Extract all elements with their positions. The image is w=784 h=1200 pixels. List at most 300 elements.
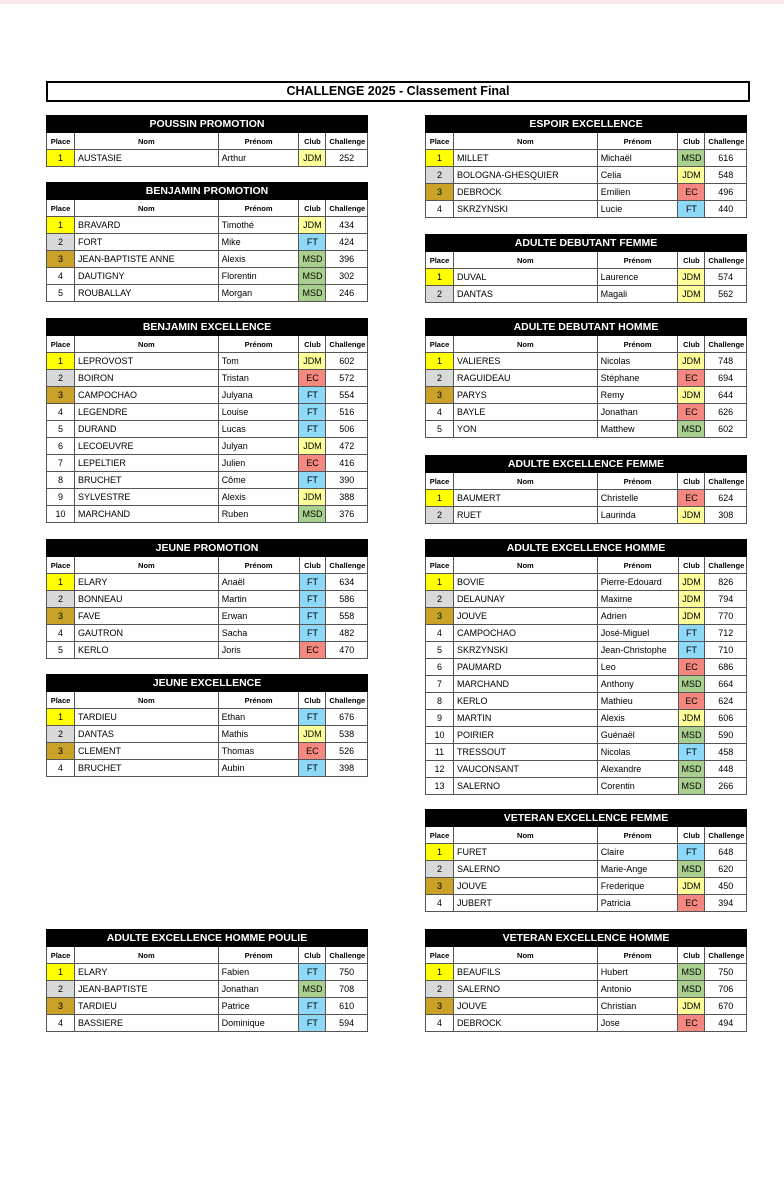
column-header-place: Place xyxy=(426,827,454,844)
prenom-cell: Magali xyxy=(597,286,678,303)
prenom-cell: Corentin xyxy=(597,778,678,795)
table-row xyxy=(426,964,747,981)
nom-cell: FURET xyxy=(454,844,598,861)
nom-cell: MILLET xyxy=(454,150,598,167)
place-cell: 3 xyxy=(47,743,75,760)
table-row xyxy=(47,964,368,981)
place-cell: 4 xyxy=(426,625,454,642)
challenge-cell: 634 xyxy=(326,574,368,591)
prenom-cell: Julyana xyxy=(218,387,299,404)
nom-cell: CLEMENT xyxy=(75,743,219,760)
place-cell: 11 xyxy=(426,744,454,761)
nom-cell: FORT xyxy=(75,234,219,251)
nom-cell: BOVIE xyxy=(454,574,598,591)
nom-cell: GAUTRON xyxy=(75,625,219,642)
prenom-cell: Alexandre xyxy=(597,761,678,778)
prenom-cell: Julyan xyxy=(218,438,299,455)
table-row xyxy=(47,998,368,1015)
place-cell: 1 xyxy=(426,490,454,507)
club-cell: MSD xyxy=(678,761,705,778)
prenom-cell: Mathieu xyxy=(597,693,678,710)
nom-cell: PARYS xyxy=(454,387,598,404)
place-cell: 2 xyxy=(426,981,454,998)
challenge-cell: 266 xyxy=(705,778,747,795)
nom-cell: MARCHAND xyxy=(454,676,598,693)
place-cell: 12 xyxy=(426,761,454,778)
challenge-cell: 494 xyxy=(705,1015,747,1032)
column-header-nom: Nom xyxy=(454,252,598,269)
nom-cell: SALERNO xyxy=(454,778,598,795)
table-row xyxy=(47,726,368,743)
nom-cell: MARTIN xyxy=(454,710,598,727)
place-cell: 2 xyxy=(47,370,75,387)
table-adulte-debutant-femme xyxy=(425,234,747,303)
prenom-cell: Nicolas xyxy=(597,353,678,370)
place-cell: 6 xyxy=(47,438,75,455)
challenge-cell: 826 xyxy=(705,574,747,591)
table-row xyxy=(426,659,747,676)
prenom-cell: Morgan xyxy=(218,285,299,302)
table-title: BENJAMIN PROMOTION xyxy=(47,183,368,200)
table-row xyxy=(426,861,747,878)
prenom-cell: Antonio xyxy=(597,981,678,998)
table-row xyxy=(426,625,747,642)
place-cell: 4 xyxy=(47,268,75,285)
table-row xyxy=(426,286,747,303)
challenge-cell: 586 xyxy=(326,591,368,608)
table-row xyxy=(47,251,368,268)
column-header-place: Place xyxy=(426,252,454,269)
column-header-row xyxy=(426,336,747,353)
column-header-nom: Nom xyxy=(454,947,598,964)
club-cell: JDM xyxy=(678,591,705,608)
club-cell: JDM xyxy=(678,167,705,184)
place-cell: 5 xyxy=(47,421,75,438)
club-cell: MSD xyxy=(678,421,705,438)
prenom-cell: Jonathan xyxy=(597,404,678,421)
place-cell: 3 xyxy=(426,878,454,895)
challenge-cell: 624 xyxy=(705,490,747,507)
club-cell: FT xyxy=(299,387,326,404)
place-cell: 4 xyxy=(426,201,454,218)
nom-cell: JOUVE xyxy=(454,608,598,625)
nom-cell: DEBROCK xyxy=(454,1015,598,1032)
club-cell: JDM xyxy=(678,269,705,286)
challenge-cell: 712 xyxy=(705,625,747,642)
nom-cell: BEAUFILS xyxy=(454,964,598,981)
place-cell: 6 xyxy=(426,659,454,676)
prenom-cell: Nicolas xyxy=(597,744,678,761)
column-header-place: Place xyxy=(426,473,454,490)
table-benjamin-excellence xyxy=(46,318,368,523)
column-header-place: Place xyxy=(47,133,75,150)
column-header-prenom: Prénom xyxy=(218,692,299,709)
column-header-club: Club xyxy=(678,336,705,353)
column-header-prenom: Prénom xyxy=(597,557,678,574)
challenge-cell: 708 xyxy=(326,981,368,998)
club-cell: MSD xyxy=(299,285,326,302)
place-cell: 2 xyxy=(426,167,454,184)
place-cell: 7 xyxy=(47,455,75,472)
prenom-cell: Louise xyxy=(218,404,299,421)
nom-cell: DEBROCK xyxy=(454,184,598,201)
column-header-nom: Nom xyxy=(75,557,219,574)
nom-cell: KERLO xyxy=(454,693,598,710)
column-header-prenom: Prénom xyxy=(218,947,299,964)
column-header-row xyxy=(426,947,747,964)
column-header-place: Place xyxy=(426,133,454,150)
club-cell: EC xyxy=(299,743,326,760)
table-row xyxy=(47,234,368,251)
club-cell: FT xyxy=(299,709,326,726)
challenge-cell: 548 xyxy=(705,167,747,184)
column-header-club: Club xyxy=(678,252,705,269)
nom-cell: SKRZYNSKI xyxy=(454,201,598,218)
table-row xyxy=(426,353,747,370)
table-row xyxy=(426,1015,747,1032)
club-cell: EC xyxy=(678,659,705,676)
prenom-cell: Alexis xyxy=(218,489,299,506)
place-cell: 10 xyxy=(426,727,454,744)
nom-cell: KERLO xyxy=(75,642,219,659)
table-row xyxy=(426,778,747,795)
column-header-row xyxy=(47,336,368,353)
challenge-cell: 616 xyxy=(705,150,747,167)
column-header-nom: Nom xyxy=(75,200,219,217)
table-row xyxy=(426,269,747,286)
club-cell: MSD xyxy=(299,506,326,523)
nom-cell: SYLVESTRE xyxy=(75,489,219,506)
column-header-prenom: Prénom xyxy=(597,473,678,490)
place-cell: 5 xyxy=(426,421,454,438)
table-adulte-excellence-homme-poulie xyxy=(46,929,368,1032)
ranking-table xyxy=(425,115,747,218)
nom-cell: ELARY xyxy=(75,574,219,591)
club-cell: JDM xyxy=(299,353,326,370)
club-cell: JDM xyxy=(299,217,326,234)
challenge-cell: 450 xyxy=(705,878,747,895)
club-cell: FT xyxy=(299,608,326,625)
column-header-prenom: Prénom xyxy=(218,200,299,217)
club-cell: FT xyxy=(678,201,705,218)
table-row xyxy=(47,760,368,777)
prenom-cell: José-Miguel xyxy=(597,625,678,642)
table-benjamin-promotion xyxy=(46,182,368,302)
column-header-nom: Nom xyxy=(454,827,598,844)
prenom-cell: Lucas xyxy=(218,421,299,438)
table-row xyxy=(47,709,368,726)
place-cell: 4 xyxy=(47,760,75,777)
prenom-cell: Patrice xyxy=(218,998,299,1015)
challenge-cell: 664 xyxy=(705,676,747,693)
club-cell: JDM xyxy=(678,998,705,1015)
nom-cell: BOIRON xyxy=(75,370,219,387)
column-header-prenom: Prénom xyxy=(218,336,299,353)
nom-cell: TARDIEU xyxy=(75,998,219,1015)
club-cell: EC xyxy=(678,370,705,387)
table-row xyxy=(426,507,747,524)
prenom-cell: Leo xyxy=(597,659,678,676)
nom-cell: DAUTIGNY xyxy=(75,268,219,285)
prenom-cell: Lucie xyxy=(597,201,678,218)
column-header-prenom: Prénom xyxy=(597,336,678,353)
place-cell: 3 xyxy=(426,387,454,404)
nom-cell: DANTAS xyxy=(75,726,219,743)
table-row xyxy=(47,625,368,642)
table-row xyxy=(47,642,368,659)
nom-cell: LEPELTIER xyxy=(75,455,219,472)
prenom-cell: Stéphane xyxy=(597,370,678,387)
prenom-cell: Tom xyxy=(218,353,299,370)
challenge-cell: 562 xyxy=(705,286,747,303)
nom-cell: SALERNO xyxy=(454,861,598,878)
column-header-challenge: Challenge xyxy=(705,827,747,844)
club-cell: JDM xyxy=(678,507,705,524)
table-title: BENJAMIN EXCELLENCE xyxy=(47,319,368,336)
column-header-prenom: Prénom xyxy=(218,133,299,150)
challenge-cell: 750 xyxy=(705,964,747,981)
place-cell: 3 xyxy=(426,608,454,625)
table-row xyxy=(426,574,747,591)
prenom-cell: Frederique xyxy=(597,878,678,895)
challenge-cell: 624 xyxy=(705,693,747,710)
column-header-club: Club xyxy=(678,947,705,964)
club-cell: FT xyxy=(299,760,326,777)
column-header-row xyxy=(47,200,368,217)
prenom-cell: Pierre-Edouard xyxy=(597,574,678,591)
prenom-cell: Anthony xyxy=(597,676,678,693)
column-header-row xyxy=(426,133,747,150)
table-title: ADULTE EXCELLENCE FEMME xyxy=(426,456,747,473)
challenge-cell: 770 xyxy=(705,608,747,625)
column-header-prenom: Prénom xyxy=(597,827,678,844)
challenge-cell: 710 xyxy=(705,642,747,659)
challenge-cell: 252 xyxy=(326,150,368,167)
place-cell: 1 xyxy=(426,353,454,370)
club-cell: FT xyxy=(299,574,326,591)
club-cell: MSD xyxy=(299,251,326,268)
challenge-cell: 554 xyxy=(326,387,368,404)
nom-cell: JOUVE xyxy=(454,878,598,895)
nom-cell: BAUMERT xyxy=(454,490,598,507)
column-header-row xyxy=(47,692,368,709)
table-row xyxy=(426,201,747,218)
challenge-cell: 424 xyxy=(326,234,368,251)
place-cell: 4 xyxy=(426,1015,454,1032)
prenom-cell: Jonathan xyxy=(218,981,299,998)
table-row xyxy=(47,455,368,472)
prenom-cell: Hubert xyxy=(597,964,678,981)
table-row xyxy=(47,387,368,404)
nom-cell: LEPROVOST xyxy=(75,353,219,370)
prenom-cell: Fabien xyxy=(218,964,299,981)
club-cell: EC xyxy=(678,693,705,710)
challenge-cell: 506 xyxy=(326,421,368,438)
column-header-row xyxy=(47,133,368,150)
challenge-cell: 572 xyxy=(326,370,368,387)
table-row xyxy=(426,150,747,167)
table-row xyxy=(426,608,747,625)
challenge-cell: 694 xyxy=(705,370,747,387)
ranking-table xyxy=(425,929,747,1032)
ranking-table xyxy=(425,318,747,438)
table-veteran-excellence-homme xyxy=(425,929,747,1032)
nom-cell: BRUCHET xyxy=(75,472,219,489)
club-cell: EC xyxy=(299,455,326,472)
place-cell: 4 xyxy=(47,1015,75,1032)
table-title: ADULTE DEBUTANT FEMME xyxy=(426,235,747,252)
prenom-cell: Emilien xyxy=(597,184,678,201)
page-title: CHALLENGE 2025 - Classement Final xyxy=(46,81,750,102)
prenom-cell: Marie-Ange xyxy=(597,861,678,878)
column-header-challenge: Challenge xyxy=(326,947,368,964)
place-cell: 13 xyxy=(426,778,454,795)
column-header-prenom: Prénom xyxy=(597,133,678,150)
table-row xyxy=(426,693,747,710)
club-cell: FT xyxy=(678,844,705,861)
table-adulte-excellence-homme xyxy=(425,539,747,795)
challenge-cell: 496 xyxy=(705,184,747,201)
club-cell: JDM xyxy=(678,387,705,404)
prenom-cell: Timothé xyxy=(218,217,299,234)
prenom-cell: Jean-Christophe xyxy=(597,642,678,659)
place-cell: 9 xyxy=(47,489,75,506)
club-cell: FT xyxy=(299,964,326,981)
nom-cell: YON xyxy=(454,421,598,438)
club-cell: JDM xyxy=(678,710,705,727)
table-row xyxy=(426,676,747,693)
nom-cell: BOLOGNA-GHESQUIER xyxy=(454,167,598,184)
column-header-challenge: Challenge xyxy=(705,473,747,490)
club-cell: JDM xyxy=(678,574,705,591)
table-row xyxy=(47,353,368,370)
prenom-cell: Maxime xyxy=(597,591,678,608)
nom-cell: LEGENDRE xyxy=(75,404,219,421)
place-cell: 1 xyxy=(426,150,454,167)
table-title: VETERAN EXCELLENCE FEMME xyxy=(426,810,747,827)
challenge-cell: 472 xyxy=(326,438,368,455)
table-row xyxy=(47,268,368,285)
column-header-place: Place xyxy=(426,557,454,574)
challenge-cell: 750 xyxy=(326,964,368,981)
prenom-cell: Laurinda xyxy=(597,507,678,524)
column-header-challenge: Challenge xyxy=(326,133,368,150)
column-header-place: Place xyxy=(47,947,75,964)
club-cell: EC xyxy=(678,184,705,201)
nom-cell: RUET xyxy=(454,507,598,524)
table-row xyxy=(47,591,368,608)
column-header-nom: Nom xyxy=(75,692,219,709)
prenom-cell: Arthur xyxy=(218,150,299,167)
nom-cell: VALIERES xyxy=(454,353,598,370)
place-cell: 2 xyxy=(426,507,454,524)
nom-cell: DURAND xyxy=(75,421,219,438)
nom-cell: CAMPOCHAO xyxy=(454,625,598,642)
table-adulte-excellence-femme xyxy=(425,455,747,524)
challenge-cell: 376 xyxy=(326,506,368,523)
prenom-cell: Adrien xyxy=(597,608,678,625)
column-header-row xyxy=(426,557,747,574)
table-jeune-excellence xyxy=(46,674,368,777)
challenge-cell: 434 xyxy=(326,217,368,234)
table-row xyxy=(47,506,368,523)
place-cell: 7 xyxy=(426,676,454,693)
ranking-table xyxy=(425,539,747,795)
club-cell: JDM xyxy=(678,878,705,895)
nom-cell: TRESSOUT xyxy=(454,744,598,761)
table-row xyxy=(47,217,368,234)
table-title: VETERAN EXCELLENCE HOMME xyxy=(426,930,747,947)
place-cell: 1 xyxy=(426,844,454,861)
club-cell: JDM xyxy=(678,286,705,303)
column-header-place: Place xyxy=(426,336,454,353)
place-cell: 2 xyxy=(47,234,75,251)
column-header-challenge: Challenge xyxy=(705,336,747,353)
table-row xyxy=(426,370,747,387)
nom-cell: ELARY xyxy=(75,964,219,981)
table-row xyxy=(426,184,747,201)
challenge-cell: 626 xyxy=(705,404,747,421)
nom-cell: BASSIERE xyxy=(75,1015,219,1032)
place-cell: 3 xyxy=(47,387,75,404)
column-header-prenom: Prénom xyxy=(218,557,299,574)
challenge-cell: 246 xyxy=(326,285,368,302)
challenge-cell: 620 xyxy=(705,861,747,878)
prenom-cell: Mathis xyxy=(218,726,299,743)
table-title: ADULTE EXCELLENCE HOMME POULIE xyxy=(47,930,368,947)
place-cell: 1 xyxy=(47,574,75,591)
table-row xyxy=(47,370,368,387)
challenge-cell: 482 xyxy=(326,625,368,642)
challenge-cell: 538 xyxy=(326,726,368,743)
challenge-cell: 794 xyxy=(705,591,747,608)
challenge-cell: 648 xyxy=(705,844,747,861)
table-row xyxy=(426,761,747,778)
club-cell: FT xyxy=(299,1015,326,1032)
table-row xyxy=(426,591,747,608)
club-cell: EC xyxy=(678,895,705,912)
table-veteran-excellence-femme xyxy=(425,809,747,912)
table-row xyxy=(426,421,747,438)
table-row xyxy=(47,472,368,489)
club-cell: JDM xyxy=(299,489,326,506)
challenge-cell: 416 xyxy=(326,455,368,472)
prenom-cell: Alexis xyxy=(597,710,678,727)
table-row xyxy=(426,710,747,727)
ranking-table xyxy=(425,809,747,912)
prenom-cell: Michaël xyxy=(597,150,678,167)
club-cell: JDM xyxy=(299,726,326,743)
column-header-club: Club xyxy=(299,336,326,353)
place-cell: 4 xyxy=(426,895,454,912)
column-header-challenge: Challenge xyxy=(326,200,368,217)
place-cell: 1 xyxy=(47,964,75,981)
challenge-cell: 676 xyxy=(326,709,368,726)
ranking-table xyxy=(46,318,368,523)
column-header-challenge: Challenge xyxy=(326,557,368,574)
table-title: ADULTE EXCELLENCE HOMME xyxy=(426,540,747,557)
column-header-challenge: Challenge xyxy=(705,133,747,150)
club-cell: EC xyxy=(299,642,326,659)
club-cell: MSD xyxy=(299,981,326,998)
column-header-challenge: Challenge xyxy=(326,692,368,709)
nom-cell: JOUVE xyxy=(454,998,598,1015)
challenge-cell: 396 xyxy=(326,251,368,268)
prenom-cell: Joris xyxy=(218,642,299,659)
place-cell: 3 xyxy=(426,998,454,1015)
column-header-nom: Nom xyxy=(75,336,219,353)
nom-cell: JEAN-BAPTISTE xyxy=(75,981,219,998)
